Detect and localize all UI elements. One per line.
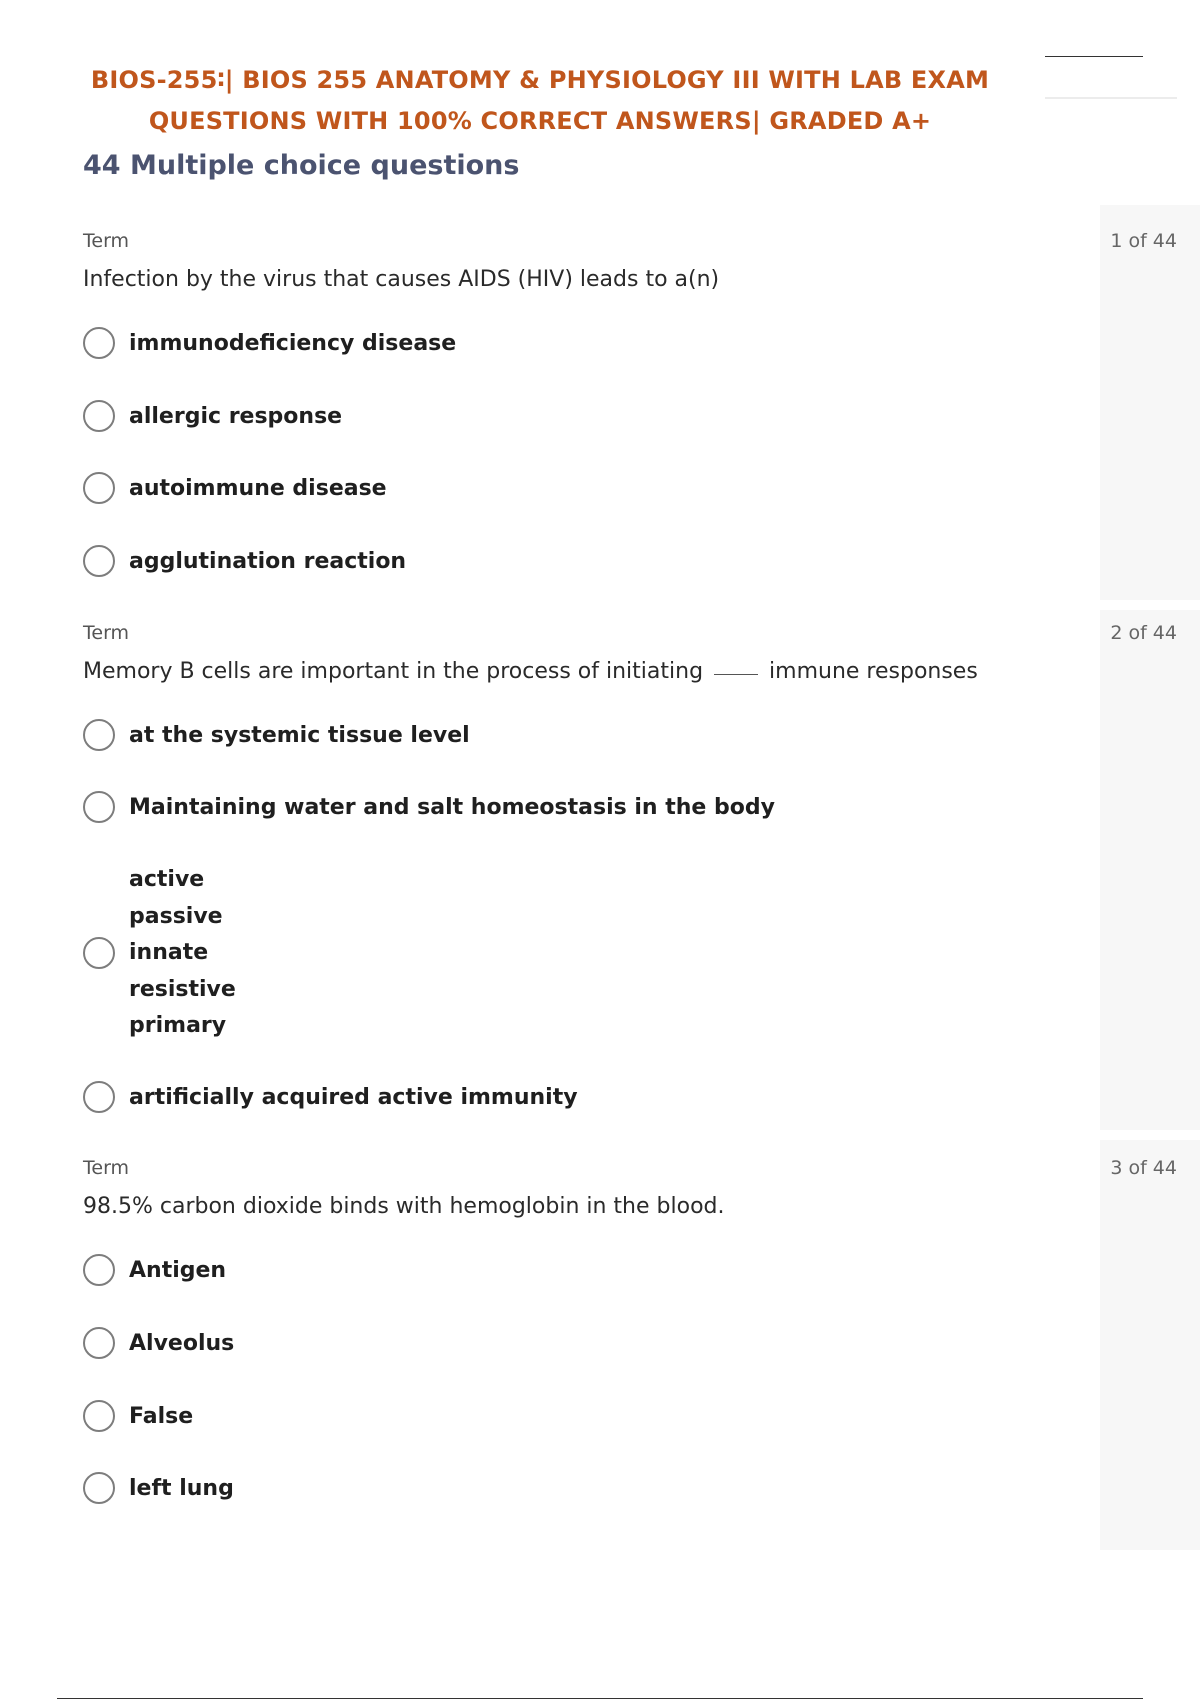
term-1-count: 1 of 44 — [1110, 230, 1177, 252]
question-text-start: Memory B cells are important in the process of initiating — [83, 659, 704, 684]
title-line-2: QUESTIONS WITH 100% CORRECT ANSWERS| GRADED A+ — [148, 107, 932, 135]
title-line-1: BIOS-255∶| BIOS 255 ANATOMY & PHYSIOLOGY III WITH LAB EXAM — [90, 66, 990, 94]
radio-button[interactable] — [83, 400, 115, 432]
term-3-option-3[interactable] — [83, 1400, 193, 1432]
option-label: Maintaining water and salt homeostasis in the body — [129, 794, 775, 820]
option-line: active — [129, 867, 205, 892]
question-text-end: immune responses — [769, 659, 978, 684]
term-1-shade — [1100, 205, 1200, 600]
question-count-heading: 44 Multiple choice questions — [83, 150, 520, 181]
term-3-shade — [1100, 1140, 1200, 1550]
term-1-option-2[interactable] — [83, 400, 342, 432]
radio-button[interactable] — [83, 937, 115, 969]
radio-button[interactable] — [83, 472, 115, 504]
option-line: primary — [129, 1013, 227, 1038]
option-label: artificially acquired active immunity — [129, 1084, 578, 1110]
term-2-label: Term — [83, 622, 130, 644]
option-line: passive — [129, 903, 223, 929]
option-label: immunodeficiency disease — [129, 330, 457, 356]
radio-button[interactable] — [83, 545, 115, 577]
option-label-multiline — [129, 862, 236, 1045]
term-3-question: 98.5% carbon dioxide binds with hemoglobin in the blood. — [83, 1194, 725, 1219]
top-divider-light — [1045, 97, 1177, 99]
option-label: left lung — [129, 1475, 234, 1501]
option-label: False — [129, 1403, 194, 1429]
radio-button[interactable] — [83, 1472, 115, 1504]
term-3-label: Term — [83, 1157, 130, 1179]
option-label: at the systemic tissue level — [129, 722, 470, 748]
term-2-question — [83, 659, 978, 684]
radio-button[interactable] — [83, 1254, 115, 1286]
term-1-option-3[interactable] — [83, 472, 387, 504]
term-2-option-3[interactable] — [83, 862, 236, 1045]
term-1-label: Term — [83, 230, 130, 252]
option-label: Alveolus — [129, 1330, 235, 1356]
term-1-option-4[interactable] — [83, 545, 406, 577]
radio-button[interactable] — [83, 327, 115, 359]
term-2-option-2[interactable] — [83, 791, 775, 823]
radio-button[interactable] — [83, 1327, 115, 1359]
term-2-count: 2 of 44 — [1110, 622, 1177, 644]
option-label: Antigen — [129, 1257, 227, 1283]
bottom-divider — [57, 1698, 1143, 1699]
term-3-count: 3 of 44 — [1110, 1157, 1177, 1179]
term-3-option-2[interactable] — [83, 1327, 234, 1359]
top-divider — [1045, 56, 1143, 57]
option-label: agglutination reaction — [129, 548, 407, 574]
radio-button[interactable] — [83, 1081, 115, 1113]
option-line: resistive — [129, 976, 236, 1002]
term-3-option-1[interactable] — [83, 1254, 226, 1286]
term-2-option-1[interactable] — [83, 719, 470, 751]
radio-button[interactable] — [83, 719, 115, 751]
radio-button[interactable] — [83, 1400, 115, 1432]
option-label: autoimmune disease — [129, 475, 387, 501]
term-3-option-4[interactable] — [83, 1472, 234, 1504]
term-2-option-4[interactable] — [83, 1081, 578, 1113]
option-line: innate — [129, 940, 209, 965]
term-1-question: Infection by the virus that causes AIDS (HIV) leads to a(n) — [83, 267, 720, 292]
term-1-option-1[interactable] — [83, 327, 456, 359]
option-label: allergic response — [129, 403, 343, 429]
radio-button[interactable] — [83, 791, 115, 823]
term-2-shade — [1100, 610, 1200, 1130]
document-title — [40, 60, 1040, 142]
fill-in-blank — [714, 674, 758, 675]
